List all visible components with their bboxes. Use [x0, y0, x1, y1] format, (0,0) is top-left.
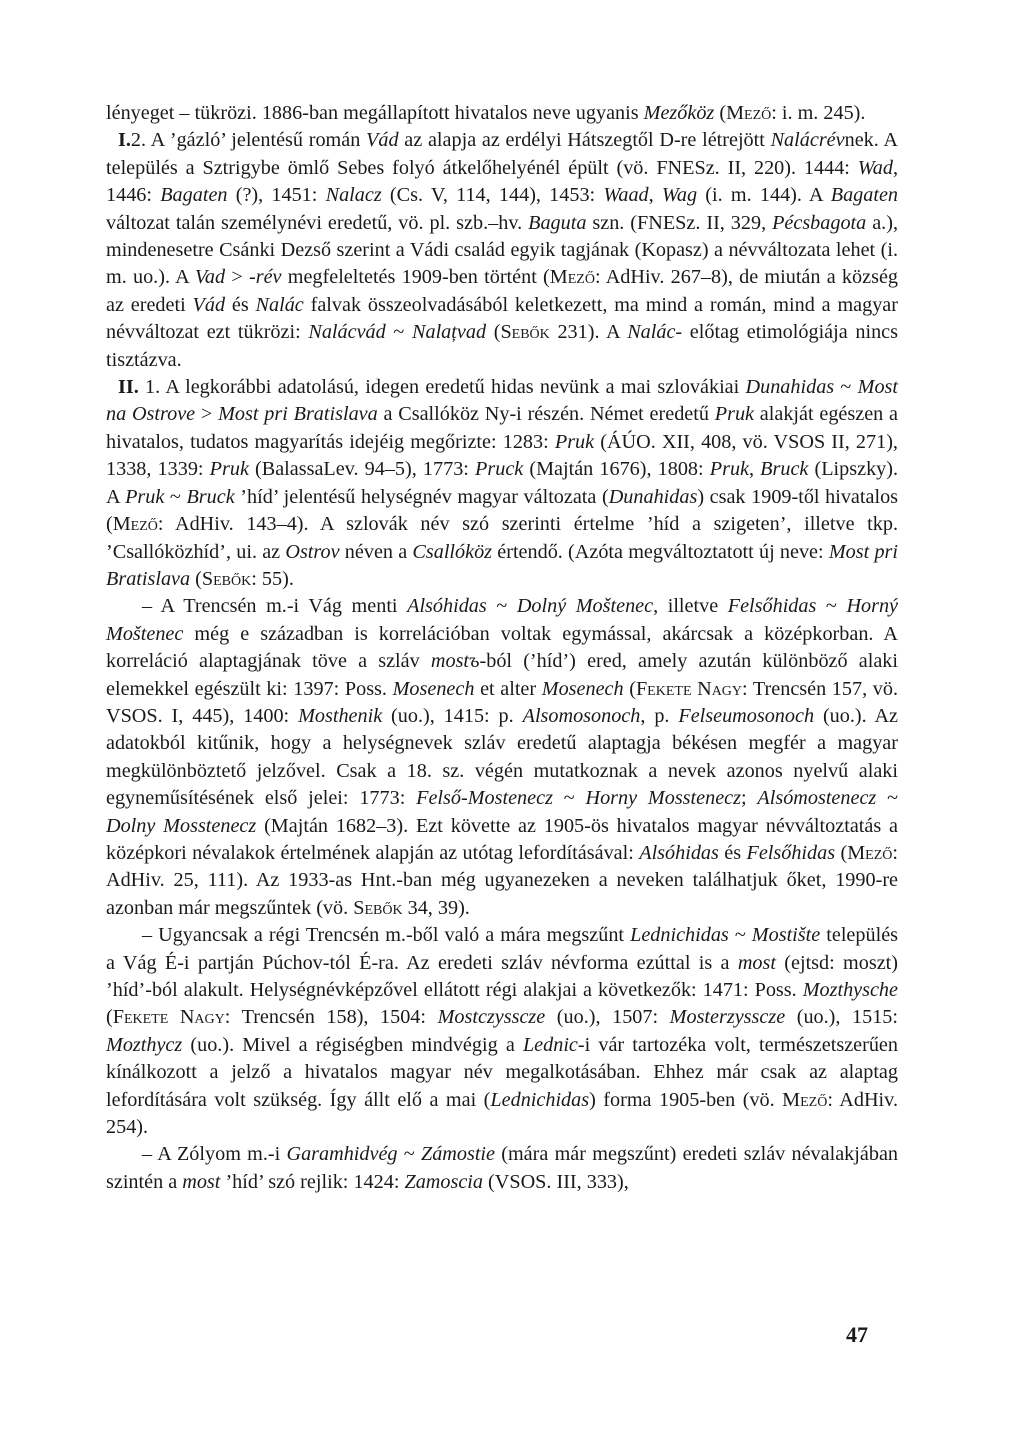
paragraph — [106, 1141, 898, 1196]
text-run: ) csak 1909-től hivatalos ( — [106, 485, 899, 536]
italic-term: Garamhidvég — [286, 1143, 398, 1166]
paragraph — [106, 100, 898, 127]
italic-term: Pruk — [209, 458, 249, 481]
text-run: ’híd’ szó rejlik: 1424: — [220, 1170, 405, 1193]
text-run: és — [718, 841, 747, 864]
italic-term: Nalác — [255, 293, 304, 316]
italic-term: Felseumosonoch — [678, 704, 815, 727]
italic-term: Wag — [661, 184, 698, 207]
italic-term: Vád — [366, 129, 399, 152]
italic-term: Nalacz — [325, 184, 382, 207]
italic-term: Pécsbagota — [772, 211, 867, 234]
text-run: szn. (FNESz. II, 329, — [586, 211, 773, 234]
text-run: ~ — [834, 376, 858, 399]
text-run: : AdHiv. 267–8), de miután a község az eredeti — [106, 266, 898, 316]
text-run: falvak összeolvadásából keletkezett, ma mind a román, mind a magyar névváltozat ezt tükrözi: — [106, 293, 898, 344]
italic-term: Baguta — [528, 211, 587, 234]
author-reference: Mező — [726, 102, 772, 124]
text-run: ( — [623, 677, 636, 700]
author-reference: Sebők — [500, 321, 550, 344]
text-run: ( — [106, 1006, 113, 1029]
italic-term: Mosterzysscze — [669, 1006, 786, 1029]
paragraph — [106, 922, 898, 1141]
text-run: (i. m. 144). A — [697, 184, 831, 207]
italic-term: Dunahidas — [745, 376, 835, 399]
author-reference: Sebők — [201, 567, 252, 590]
text-run: (uo.), 1515: — [785, 1006, 899, 1029]
text-run: nek. A település a Sztrigybe ömlő Sebes folyó átkelőhelyénél épült (vö. FNESz. II, 220). 1444: — [106, 129, 898, 179]
italic-term: Dolný Moštenec — [516, 595, 654, 618]
text-run: , 1446: — [106, 156, 898, 207]
italic-term: Lednichidas — [490, 1088, 590, 1111]
italic-term: Bruck — [760, 458, 809, 481]
italic-term: Mozthycz — [106, 1033, 183, 1056]
text-run: az alapja az erdélyi Hátszegtől D-re létrejött — [398, 129, 771, 152]
author-reference: Mező — [549, 266, 595, 289]
italic-term: Alsomosonoch — [522, 704, 641, 727]
italic-term: Pruk — [709, 458, 749, 481]
text-run: néven a — [339, 540, 413, 563]
italic-term: Felső-Mostenecz — [416, 787, 553, 810]
italic-term: Lednichidas — [630, 924, 729, 947]
text-run: alakját egészen a hivatalos, tudatos magyarítás idejéig megőrizte: 1283: — [106, 403, 899, 453]
text-run: 2. A ’gázló’ jelentésű román — [130, 129, 367, 152]
italic-term: Wad — [857, 156, 893, 179]
italic-term: Lednic- — [522, 1033, 585, 1056]
text-run: (ejtsd: moszt) ’híd’-ból alakult. Helységnévképzővel ellátott régi alakjai a következők: 1471: Poss. — [106, 951, 899, 1001]
text-run: (?), 1451: — [227, 184, 326, 207]
italic-term: Mozthysche — [802, 979, 898, 1001]
italic-term: Ostrov — [285, 540, 340, 563]
italic-term: Nalác- — [627, 321, 683, 344]
italic-term: Dunahidas — [608, 485, 698, 508]
text-run: előtag etimológiája nincs tisztázva. — [106, 321, 898, 371]
italic-term: Bagaten — [160, 184, 228, 207]
text-run: 34, 39). — [402, 896, 470, 919]
italic-term: Mostczysscze — [437, 1006, 546, 1029]
text-run: : 55). — [251, 567, 294, 590]
text-run: (uo.), 1507: — [545, 1006, 670, 1029]
italic-term: Alsóhidas — [407, 595, 487, 618]
text-run: , — [749, 458, 761, 481]
italic-term: Pruck — [475, 458, 524, 481]
text-run: változat talán személynévi eredetű, vö. pl. szb.–hv. — [106, 211, 529, 234]
italic-term: Zamoscia — [404, 1170, 483, 1193]
italic-term: Dolny Mosstenecz — [106, 814, 257, 837]
text-run: (uo.). Az adatokból kitűnik, hogy a helységnevek szláv eredetű alaptagja békésen megfér a magyar megkülönböztető jelzővel. Csak a 18. sz. végén mutatkoznak a nevek azonos nyelvű alaki egyneműsítésének első jelei: 1773: — [106, 704, 898, 810]
text-run: értendő. (Azóta megváltoztatott új neve: — [492, 540, 829, 563]
text-run: ( — [486, 321, 501, 344]
text-run: ( — [835, 841, 848, 864]
text-run: (Majtán 1676), 1808: — [523, 458, 710, 481]
text-run: megfeleltetés 1909-ben történt ( — [281, 266, 550, 289]
text-run: ) forma 1905-ben (vö. — [589, 1088, 783, 1111]
italic-term: Horny Mosstenecz — [585, 787, 741, 810]
italic-term: Nalațvad — [412, 321, 487, 344]
text-run: – Ugyancsak a régi Trencsén m.-ből való a mára megszűnt — [142, 924, 631, 947]
italic-term: Nalácvád — [308, 321, 386, 344]
italic-term: Pruk — [554, 430, 595, 453]
text-run: ’híd’ jelentésű helységnév magyar változata ( — [234, 485, 609, 508]
italic-term: Csallóköz — [412, 540, 493, 563]
author-reference: Mező — [847, 841, 893, 864]
italic-term: mostъ — [430, 650, 480, 673]
italic-term: Vád — [192, 293, 226, 316]
text-run: : AdHiv. 25, 111). Az 1933-as Hnt.-ban még ugyanezeken a neveken találhatjuk őket, 1990-re azonban már megszűntek (vö. — [106, 841, 898, 919]
italic-term: Most na Ostrove — [106, 376, 898, 426]
section-number: I. — [118, 129, 131, 152]
author-reference: Fekete Nagy — [112, 1006, 225, 1029]
italic-term: most — [182, 1170, 221, 1193]
text-run: ~ — [385, 321, 413, 344]
text-run: ~ — [164, 485, 187, 508]
text-run: település a Vág É-i partján Púchov-tól É-ra. Az eredeti szláv névforma ezúttal is a — [106, 924, 899, 974]
text-run: ~ — [816, 595, 847, 618]
text-run: i vár tartozéka volt, természetszerűen kínálkozott a jelző a hivatalos magyar név megalkotásában. Ehhez már csak az alaptag lefordítására volt szükség. Így állt elő a mai ( — [106, 1033, 898, 1111]
italic-term: Felsőhidas — [746, 841, 836, 864]
page-body — [106, 100, 898, 1196]
text-run: ~ — [552, 787, 586, 810]
text-run: ~ — [876, 787, 899, 810]
text-run: > — [195, 403, 219, 426]
italic-term: Mosenech — [541, 677, 624, 700]
italic-term: Mostište — [751, 924, 821, 947]
paragraph — [106, 127, 898, 374]
text-run: – A Zólyom m.-i — [142, 1143, 287, 1166]
text-run: : i. m. 245). — [771, 102, 866, 124]
text-run: ~ — [728, 924, 752, 947]
text-run: lényeget – tükrözi. 1886-ban megállapított hivatalos neve ugyanis — [106, 102, 644, 124]
text-run: és — [225, 293, 256, 316]
text-run: , p. — [640, 704, 679, 727]
italic-term: Pruk — [125, 485, 165, 508]
italic-term: Horný Moštenec — [106, 595, 899, 645]
text-run: et alter — [474, 677, 542, 700]
italic-term: Bagaten — [830, 184, 899, 207]
text-run: , — [648, 184, 662, 207]
italic-term: Mosenech — [392, 677, 475, 700]
text-run: 231). A — [549, 321, 628, 344]
text-run: 1. A legkorábbi adatolású, idegen eredetű hidas nevünk a mai szlovákiai — [138, 376, 746, 399]
text-run: ~ — [397, 1143, 421, 1166]
text-run: (Cs. V, 114, 144), 1453: — [381, 184, 604, 207]
text-run: (mára már megszűnt) eredeti szláv névalakjában szintén a — [106, 1143, 898, 1193]
text-run: még e században is korrelációban voltak egymással, akárcsak a középkorban. A korreláció alaptagjának töve a szláv — [106, 622, 898, 673]
text-run: (uo.), 1415: p. — [382, 704, 523, 727]
text-run: -ból (’híd’) ered, amely azután különböző alaki elemekkel egészült ki: 1397: Poss. — [106, 650, 898, 700]
text-run: (Majtán 1682–3). Ezt követte az 1905-ös hivatalos magyar névváltoztatás a középkori névalakok értelmének alapján az utótag lefordításával: — [106, 814, 898, 864]
author-reference: Mező — [782, 1088, 828, 1111]
italic-term: Pruk — [714, 403, 754, 426]
text-run: ; — [740, 787, 758, 810]
italic-term: Waad — [603, 184, 649, 207]
italic-term: Most pri Bratislava — [218, 403, 378, 426]
italic-term: Mezőköz — [643, 102, 715, 124]
author-reference: Sebők — [353, 896, 403, 919]
italic-term: most — [737, 951, 776, 974]
text-run: , illetve — [653, 595, 728, 618]
text-run: (ÁÚO. XII, 408, vö. VSOS II, 271), 1338, 1339: — [106, 430, 898, 481]
text-run: a.), mindenesetre Csánki Dezső szerint a Vádi család egyik tagjának (Kopasz) a névváltozata lehet (i. m. uo.). A — [106, 211, 898, 289]
paragraph — [106, 374, 898, 593]
text-run: ~ — [486, 595, 517, 618]
page-number: 47 — [846, 1322, 868, 1347]
text-run: (uo.). Mivel a régiségben mindvégig a — [182, 1033, 523, 1056]
text-run: ( — [190, 567, 202, 590]
text-run: (Lipszky). A — [106, 458, 899, 508]
text-run: > — [225, 266, 250, 289]
italic-term: Vad — [194, 266, 226, 289]
text-run: – A Trencsén m.-i Vág menti — [142, 595, 408, 618]
text-run: (VSOS. III, 333), — [483, 1170, 629, 1193]
italic-term: -rév — [249, 266, 282, 289]
italic-term: Nalácrév — [770, 129, 845, 152]
italic-term: Mosthenik — [298, 704, 383, 727]
text-run: a Csallóköz Ny-i részén. Német eredetű — [377, 403, 715, 426]
section-number: II. — [118, 376, 139, 399]
italic-term: Bruck — [186, 485, 235, 508]
italic-term: Felsőhidas — [727, 595, 817, 618]
italic-term: Alsóhidas — [639, 841, 719, 864]
author-reference: Fekete Nagy — [635, 677, 743, 700]
author-reference: Mező — [112, 513, 158, 536]
text-run: ( — [714, 102, 727, 124]
italic-term: Alsómostenecz — [757, 787, 877, 810]
italic-term: Most pri Bratislava — [106, 540, 899, 590]
paragraph — [106, 593, 898, 922]
text-run: (BalassaLev. 94–5), 1773: — [248, 458, 476, 481]
text-run: : AdHiv. 254). — [106, 1088, 898, 1139]
text-run: : Trencsén 157, vö. VSOS. I, 445), 1400: — [106, 677, 898, 727]
text-run: : Trencsén 158), 1504: — [224, 1006, 438, 1029]
italic-term: Zámostie — [420, 1143, 495, 1166]
text-run: : AdHiv. 143–4). A szlovák név szó szerinti értelme ’híd a szigeten’, illetve tkp. ’Csallóközhíd’, ui. az — [106, 513, 898, 563]
